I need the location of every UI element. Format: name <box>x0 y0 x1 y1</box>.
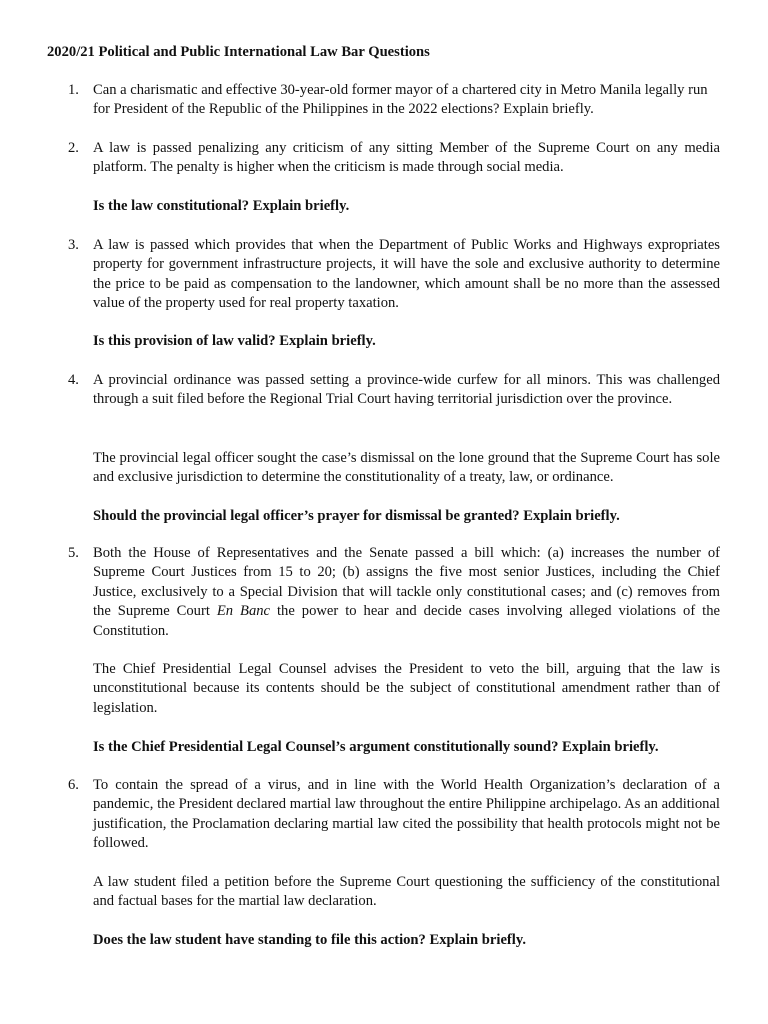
question-prompt: Is the law constitutional? Explain briefly. <box>93 198 350 214</box>
italic-term: En Banc <box>216 603 271 620</box>
question-prompt: Does the law student have standing to file this action? Explain briefly. <box>93 932 526 948</box>
question-text: The provincial legal officer sought the case’s dismissal on the lone ground that the Supreme Court has sole and exclusive jurisdiction to determine the constitutionality of a treaty, law, or ordinance. <box>93 450 720 486</box>
question-number: 6. <box>68 777 79 793</box>
question-prompt: Is the Chief Presidential Legal Counsel’s argument constitutionally sound? Explain briefly. <box>93 739 659 755</box>
question-text: A provincial ordinance was passed setting a province-wide curfew for all minors. This was challenged through a suit filed before the Regional Trial Court having territorial jurisdiction over the province. <box>93 372 720 408</box>
question-text-part: Both the House of Representatives and the Senate passed a bill which: (a) increases the number of Supreme Court Justices from 15 to 20; (b) assigns the five most senior Justices, including the Chief Justice, exclusively to a Special Division that will tackle only constitutional cases; and (c) removes from the Supreme Court <box>93 545 720 620</box>
question-text: A law is passed which provides that when the Department of Public Works and Highways expropriates property for government infrastructure projects, it will have the sole and exclusive authority to determine the price to be paid as compensation to the landowner, which amount shall be no more than the assessed value of the property used for real property taxation. <box>93 237 720 312</box>
question-prompt: Is this provision of law valid? Explain briefly. <box>93 333 376 349</box>
question-text: Can a charismatic and effective 30-year-old former mayor of a chartered city in Metro Manila legally run for President of the Republic of the Philippines in the 2022 elections? Explain briefly. <box>93 82 708 118</box>
question-text: A law is passed penalizing any criticism of any sitting Member of the Supreme Court on any media platform. The penalty is higher when the criticism is made through social media. <box>93 140 720 176</box>
question-text-part: the power to hear and decide cases involving alleged violations of the Constitution. <box>93 603 720 639</box>
question-number: 1. <box>68 82 79 98</box>
question-number: 2. <box>68 140 79 156</box>
question-text <box>93 544 720 641</box>
document-title: 2020/21 Political and Public International Law Bar Questions <box>47 44 430 60</box>
question-number: 4. <box>68 372 79 388</box>
question-prompt: Should the provincial legal officer’s prayer for dismissal be granted? Explain briefly. <box>93 508 620 524</box>
question-text: The Chief Presidential Legal Counsel advises the President to veto the bill, arguing that the law is unconstitutional because its contents should be the subject of constitutional amendment rather than of legislation. <box>93 661 720 716</box>
question-text: A law student filed a petition before the Supreme Court questioning the sufficiency of the constitutional and factual bases for the martial law declaration. <box>93 874 720 910</box>
question-number: 3. <box>68 237 79 253</box>
question-number: 5. <box>68 545 79 561</box>
question-text: To contain the spread of a virus, and in line with the World Health Organization’s declaration of a pandemic, the President declared martial law throughout the entire Philippine archipelago. As an additional justification, the Proclamation declaring martial law cited the possibility that health protocols might not be followed. <box>93 777 720 852</box>
